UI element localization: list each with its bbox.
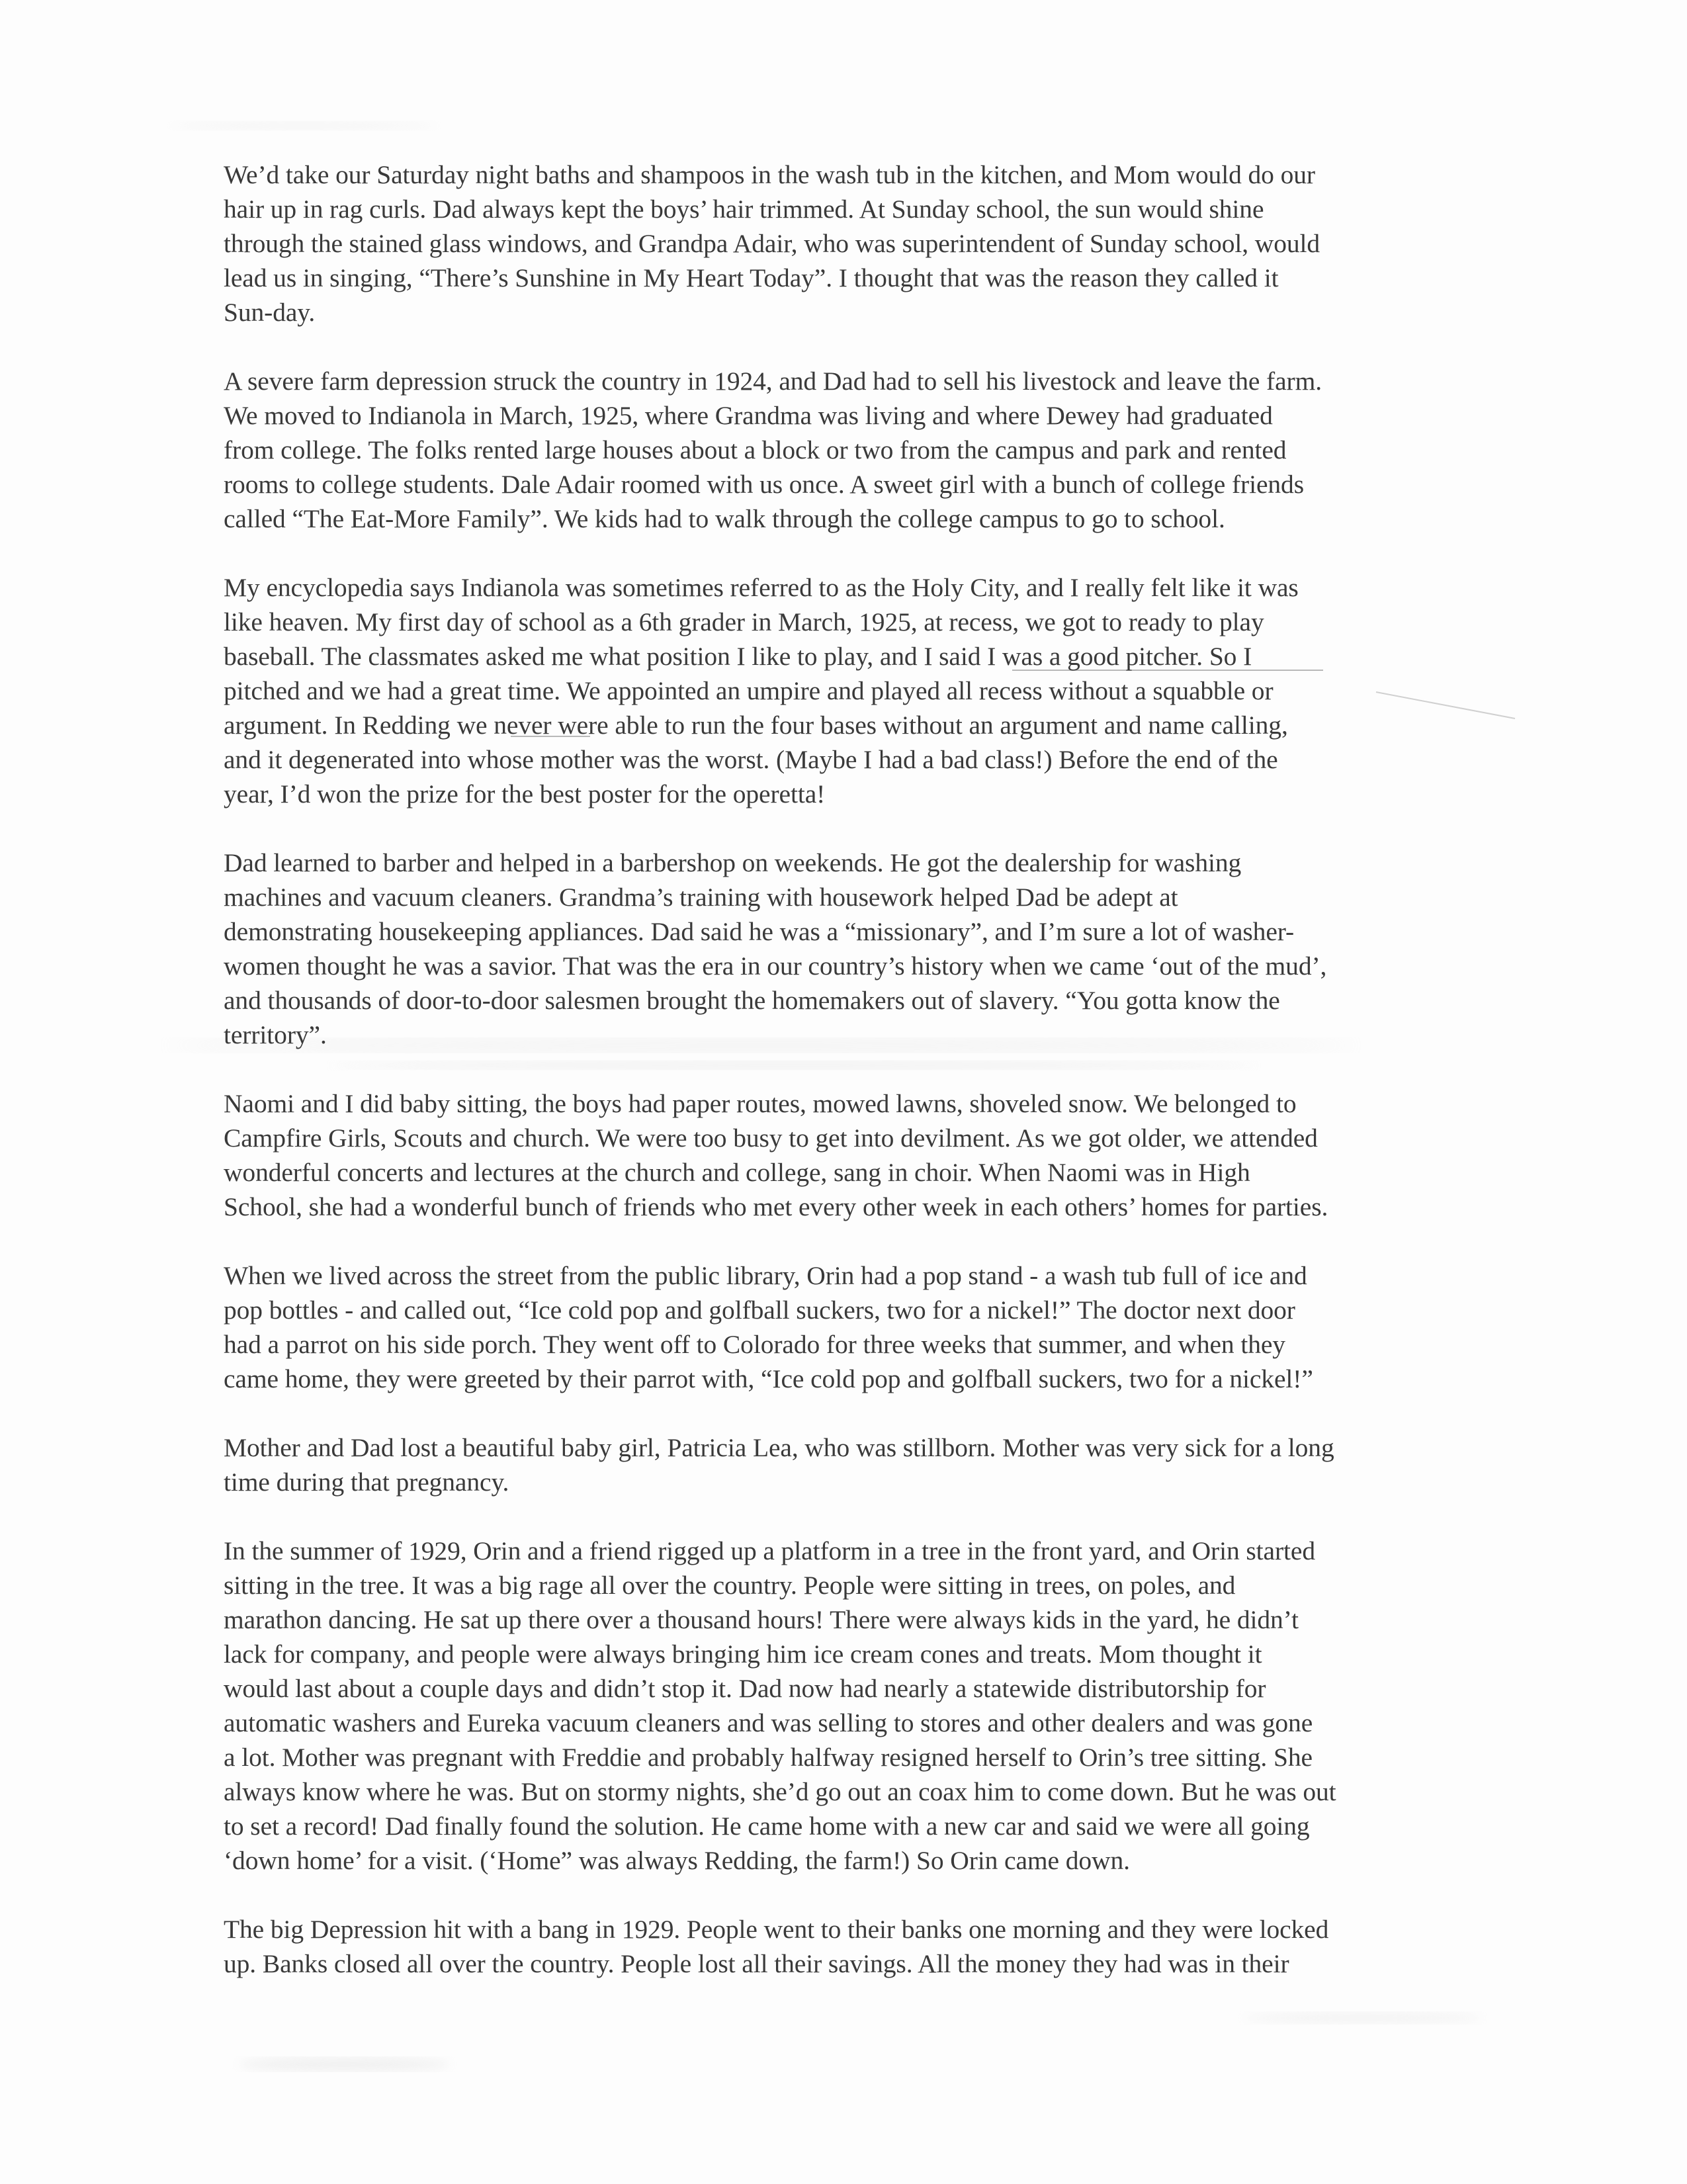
text-line: through the stained glass windows, and Grandpa Adair, who was superintendent of Sunday school, would — [224, 229, 1320, 258]
text-line: to set a record! Dad finally found the solution. He came home with a new car and said we were all going — [224, 1812, 1310, 1841]
text-line: up. Banks closed all over the country. People lost all their savings. All the money they had was in their — [224, 1949, 1289, 1978]
text-line: like heaven. My first day of school as a 6th grader in March, 1925, at recess, we got to ready to play — [224, 607, 1264, 636]
text-line: demonstrating housekeeping appliances. Dad said he was a “missionary”, and I’m sure a lot of washer- — [224, 917, 1295, 946]
text-line: pitched and we had a great time. We appointed an umpire and played all recess without a squabble or — [224, 676, 1274, 705]
text-line: When we lived across the street from the public library, Orin had a pop stand - a wash tub full of ice and — [224, 1261, 1307, 1290]
text-line: hair up in rag curls. Dad always kept the boys’ hair trimmed. At Sunday school, the sun would shine — [224, 195, 1264, 224]
text-line: had a parrot on his side porch. They went off to Colorado for three weeks that summer, and when they — [224, 1330, 1285, 1359]
text-line: wonderful concerts and lectures at the church and college, sang in choir. When Naomi was in High — [224, 1158, 1250, 1187]
text-line: automatic washers and Eureka vacuum cleaners and was selling to stores and other dealers and was gone — [224, 1708, 1313, 1737]
text-line: Sun-day. — [224, 298, 316, 327]
text-line: The big Depression hit with a bang in 1929. People went to their banks one morning and they were locked — [224, 1915, 1329, 1944]
text-line: came home, they were greeted by their parrot with, “Ice cold pop and golfball suckers, two for a nickel!” — [224, 1364, 1313, 1393]
paragraph-5 — [224, 1086, 1467, 1224]
paragraph-7 — [224, 1430, 1467, 1499]
text-line: always know where he was. But on stormy nights, she’d go out an coax him to come down. But he was out — [224, 1777, 1336, 1806]
text-line: Dad learned to barber and helped in a barbershop on weekends. He got the dealership for washing — [224, 848, 1242, 877]
text-line: We moved to Indianola in March, 1925, where Grandma was living and where Dewey had graduated — [224, 401, 1273, 430]
text-line: would last about a couple days and didn’t stop it. Dad now had nearly a statewide distributorship for — [224, 1674, 1266, 1703]
text-line: rooms to college students. Dale Adair roomed with us once. A sweet girl with a bunch of college friends — [224, 470, 1304, 499]
text-line: Campfire Girls, Scouts and church. We were too busy to get into devilment. As we got older, we attended — [224, 1123, 1318, 1153]
text-line: and thousands of door-to-door salesmen brought the homemakers out of slavery. “You gotta know the — [224, 986, 1280, 1015]
paragraph-8 — [224, 1534, 1467, 1878]
text-line: a lot. Mother was pregnant with Freddie and probably halfway resigned herself to Orin’s tree sitting. She — [224, 1743, 1313, 1772]
paragraph-2 — [224, 364, 1467, 536]
text-line: marathon dancing. He sat up there over a thousand hours! There were always kids in the yard, he didn’t — [224, 1605, 1299, 1634]
text-line: machines and vacuum cleaners. Grandma’s training with housework helped Dad be adept at — [224, 883, 1178, 912]
paragraph-4 — [224, 846, 1467, 1052]
paragraph-6 — [224, 1258, 1467, 1396]
text-line: time during that pregnancy. — [224, 1467, 509, 1497]
paragraph-1 — [224, 157, 1467, 329]
text-line: baseball. The classmates asked me what position I like to play, and I said I was a good pitcher. So I — [224, 642, 1252, 671]
paragraph-3 — [224, 570, 1467, 811]
text-line: pop bottles - and called out, “Ice cold pop and golfball suckers, two for a nickel!” The doctor next door — [224, 1295, 1295, 1325]
text-line: territory”. — [224, 1020, 327, 1049]
text-line: lack for company, and people were always bringing him ice cream cones and treats. Mom thought it — [224, 1639, 1262, 1669]
text-line: and it degenerated into whose mother was the worst. (Maybe I had a bad class!) Before the end of the — [224, 745, 1278, 774]
text-line: Mother and Dad lost a beautiful baby girl, Patricia Lea, who was stillborn. Mother was very sick for a long — [224, 1433, 1334, 1462]
text-line: lead us in singing, “There’s Sunshine in My Heart Today”. I thought that was the reason they called it — [224, 263, 1279, 292]
text-line: My encyclopedia says Indianola was sometimes referred to as the Holy City, and I really felt like it was — [224, 573, 1299, 602]
text-line: Naomi and I did baby sitting, the boys had paper routes, mowed lawns, shoveled snow. We belonged to — [224, 1089, 1297, 1118]
text-line: sitting in the tree. It was a big rage all over the country. People were sitting in trees, on poles, and — [224, 1571, 1236, 1600]
text-line: School, she had a wonderful bunch of friends who met every other week in each others’ homes for parties. — [224, 1192, 1328, 1221]
text-line: argument. In Redding we never were able to run the four bases without an argument and name calling, — [224, 711, 1288, 740]
text-line: called “The Eat-More Family”. We kids had to walk through the college campus to go to school. — [224, 504, 1225, 533]
text-line: In the summer of 1929, Orin and a friend rigged up a platform in a tree in the front yard, and Orin started — [224, 1536, 1315, 1565]
text-line: from college. The folks rented large houses about a block or two from the campus and park and rented — [224, 435, 1287, 464]
text-line: year, I’d won the prize for the best poster for the operetta! — [224, 779, 826, 808]
document-body — [224, 157, 1467, 2015]
paragraph-9 — [224, 1912, 1467, 1981]
text-line: We’d take our Saturday night baths and shampoos in the wash tub in the kitchen, and Mom would do our — [224, 160, 1315, 189]
text-line: ‘down home’ for a visit. (‘Home” was always Redding, the farm!) So Orin came down. — [224, 1846, 1130, 1875]
text-line: A severe farm depression struck the country in 1924, and Dad had to sell his livestock and leave the farm. — [224, 367, 1322, 396]
text-line: women thought he was a savior. That was the era in our country’s history when we came ‘out of the mud’, — [224, 951, 1327, 981]
